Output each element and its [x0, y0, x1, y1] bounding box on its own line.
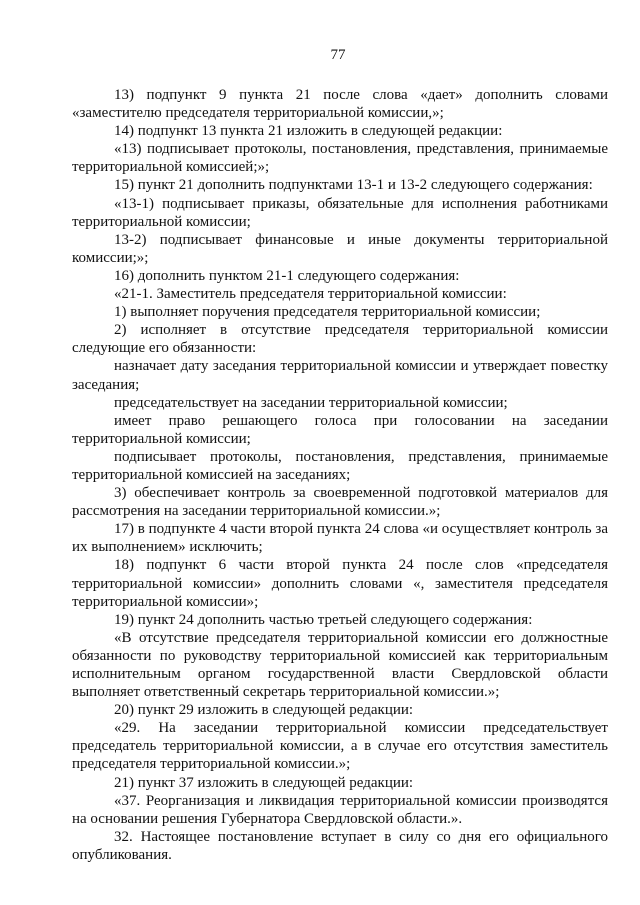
paragraph-15-sub-13-1: «13-1) подписывает приказы, обязательные для исполнения работниками территориальной комиссии;	[72, 195, 608, 230]
paragraph-14-text: «13) подписывает протоколы, постановления, представления, принимаемые территориальной комиссией;»;	[72, 141, 608, 176]
paragraph-20-text: «29. На заседании территориальной комиссии председательствует председатель территориальной комиссии, а в случае его отсутствия заместитель председателя территориальной комиссии.»;	[72, 720, 608, 773]
paragraph-15-sub-13-2: 13-2) подписывает финансовые и иные документы территориальной комиссии;»;	[72, 231, 608, 266]
paragraph-16-duty-2: председательствует на заседании территориальной комиссии;	[114, 394, 508, 411]
paragraph-18: 18) подпункт 6 части второй пункта 24 после слов «председателя территориальной комиссии» дополнить словами «, заместителя председателя территориальной комиссии»;	[72, 557, 608, 610]
paragraph-16-duty-1: назначает дату заседания территориальной комиссии и утверждает повестку заседания;	[72, 358, 608, 393]
paragraph-16: 16) дополнить пунктом 21-1 следующего содержания:	[114, 267, 460, 284]
paragraph-16-sub-2: 2) исполняет в отсутствие председателя территориальной комиссии следующие его обязанности:	[72, 322, 608, 357]
paragraph-21: 21) пункт 37 изложить в следующей редакции:	[114, 774, 414, 791]
paragraph-32: 32. Настоящее постановление вступает в силу со дня его официального опубликования.	[72, 828, 608, 863]
paragraph-21-text: «37. Реорганизация и ликвидация территориальной комиссии производятся на основании решения Губернатора Свердловской области.».	[72, 792, 608, 827]
paragraph-16-duty-3: имеет право решающего голоса при голосовании на заседании территориальной комиссии;	[72, 412, 608, 447]
paragraph-16-duty-4: подписывает протоколы, постановления, представления, принимаемые территориальной комиссией на заседаниях;	[72, 448, 608, 483]
document-body	[72, 86, 608, 864]
paragraph-14: 14) подпункт 13 пункта 21 изложить в следующей редакции:	[114, 123, 503, 140]
paragraph-19: 19) пункт 24 дополнить частью третьей следующего содержания:	[114, 611, 533, 628]
paragraph-16-sub-1: 1) выполняет поручения председателя территориальной комиссии;	[114, 304, 541, 321]
paragraph-13: 13) подпункт 9 пункта 21 после слова «дает» дополнить словами «заместителю председателя территориальной комиссии,»;	[72, 87, 608, 122]
page-number: 77	[330, 47, 346, 63]
paragraph-15: 15) пункт 21 дополнить подпунктами 13-1 и 13-2 следующего содержания:	[114, 177, 593, 194]
paragraph-16-sub-3: 3) обеспечивает контроль за своевременной подготовкой материалов для рассмотрения на заседании территориальной комиссии.»;	[72, 485, 608, 520]
paragraph-17: 17) в подпункте 4 части второй пункта 24 слова «и осуществляет контроль за их выполнением» исключить;	[72, 521, 608, 556]
paragraph-20: 20) пункт 29 изложить в следующей редакции:	[114, 702, 414, 719]
paragraph-16-item-21-1: «21-1. Заместитель председателя территориальной комиссии:	[114, 286, 507, 303]
paragraph-19-text: «В отсутствие председателя территориальной комиссии его должностные обязанности по руководству территориальной комиссией как территориальным исполнительным органом государственной власти Свердловской области выполняет ответственный секретарь территориальной комиссии.»;	[72, 629, 608, 701]
